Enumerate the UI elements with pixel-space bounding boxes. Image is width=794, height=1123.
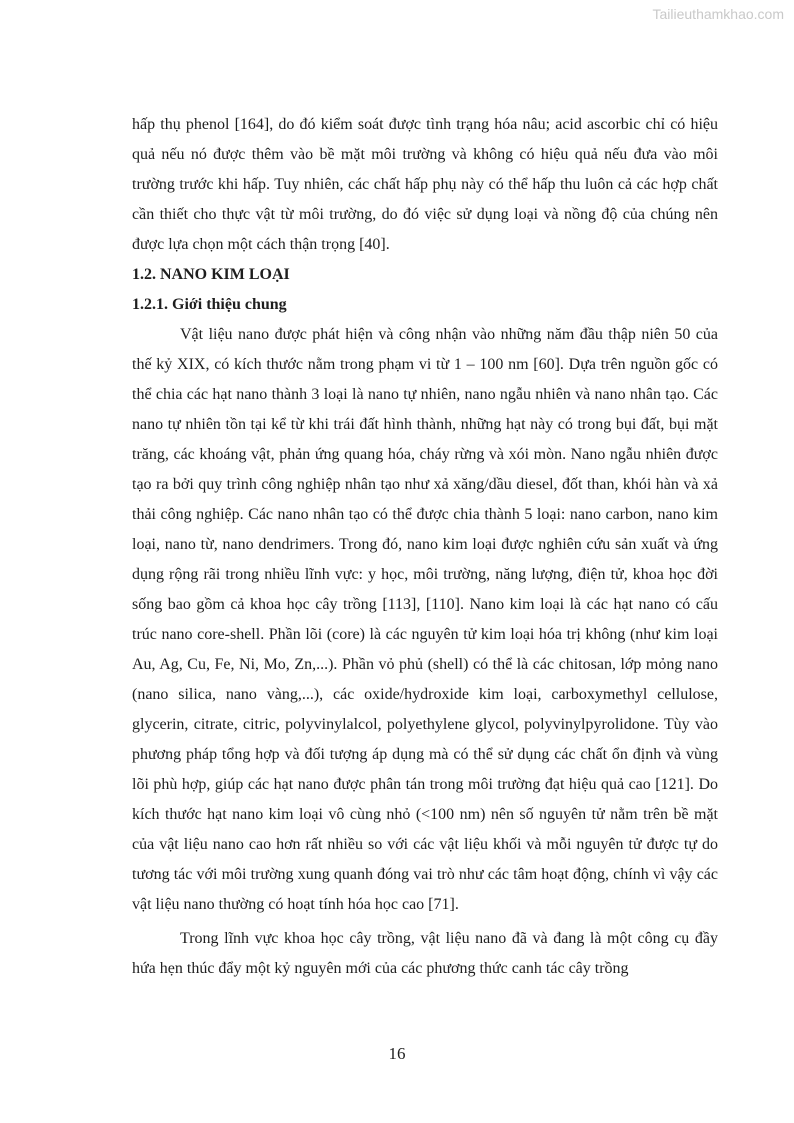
subsection-heading: 1.2.1. Giới thiệu chung <box>132 296 287 313</box>
section-heading: 1.2. NANO KIM LOẠI <box>132 266 290 283</box>
page-number: 16 <box>388 1044 406 1063</box>
watermark: Tailieuthamkhao.com <box>652 6 784 22</box>
paragraph-crop-science: Trong lĩnh vực khoa học cây trồng, vật liệu nano đã và đang là một công cụ đầy hứa hẹn thúc đẩy một kỷ nguyên mới của các phương thức canh tác cây trồng <box>132 930 718 977</box>
paragraph-intro: hấp thụ phenol [164], do đó kiểm soát được tình trạng hóa nâu; acid ascorbic chỉ có hiệu quả nếu nó được thêm vào bề mặt môi trường và không có hiệu quả nếu đưa vào môi trường trước khi hấp. Tuy nhiên, các chất hấp phụ này có thể hấp thu luôn cả các hợp chất cần thiết cho thực vật từ môi trường, do đó việc sử dụng loại và nồng độ của chúng nên được lựa chọn một cách thận trọng [40]. <box>132 116 718 253</box>
document-page <box>132 110 718 984</box>
paragraph-introduction: Vật liệu nano được phát hiện và công nhận vào những năm đầu thập niên 50 của thế kỷ XIX, có kích thước nằm trong phạm vi từ 1 – 100 nm [60]. Dựa trên nguồn gốc có thể chia các hạt nano thành 3 loại là nano tự nhiên, nano ngẫu nhiên và nano nhân tạo. Các nano tự nhiên tồn tại kể từ khi trái đất hình thành, những hạt này có trong bụi đất, bụi mặt trăng, các khoáng vật, phản ứng quang hóa, cháy rừng và xói mòn. Nano ngẫu nhiên được tạo ra bởi quy trình công nghiệp nhân tạo như xả xăng/dầu diesel, đốt than, khói hàn và xả thải công nghiệp. Các nano nhân tạo có thể được chia thành 5 loại: nano carbon, nano kim loại, nano từ, nano dendrimers. Trong đó, nano kim loại được nghiên cứu sản xuất và ứng dụng rộng rãi trong nhiều lĩnh vực: y học, môi trường, năng lượng, điện tử, khoa học đời sống bao gồm cả khoa học cây trồng [113], [110]. Nano kim loại là các hạt nano có cấu trúc nano core-shell. Phần lõi (core) là các nguyên tử kim loại hóa trị không (như kim loại Au, Ag, Cu, Fe, Ni, Mo, Zn,...). Phần vỏ phủ (shell) có thể là các chitosan, lớp mỏng nano (nano silica, nano vàng,...), các oxide/hydroxide kim loại, carboxymethyl cellulose, glycerin, citrate, citric, polyvinylalcol, polyethylene glycol, polyvinylpyrolidone. Tùy vào phương pháp tổng hợp và đối tượng áp dụng mà có thể sử dụng các chất ổn định và vùng lõi phù hợp, giúp các hạt nano được phân tán trong môi trường đạt hiệu quả cao [121]. Do kích thước hạt nano kim loại vô cùng nhỏ (<100 nm) nên số nguyên tử nằm trên bề mặt của vật liệu nano cao hơn rất nhiều so với các vật liệu khối và mỗi nguyên tử được tự do tương tác với môi trường xung quanh đóng vai trò như các tâm hoạt động, chính vì vậy các vật liệu nano thường có hoạt tính hóa học cao [71]. <box>132 326 718 913</box>
